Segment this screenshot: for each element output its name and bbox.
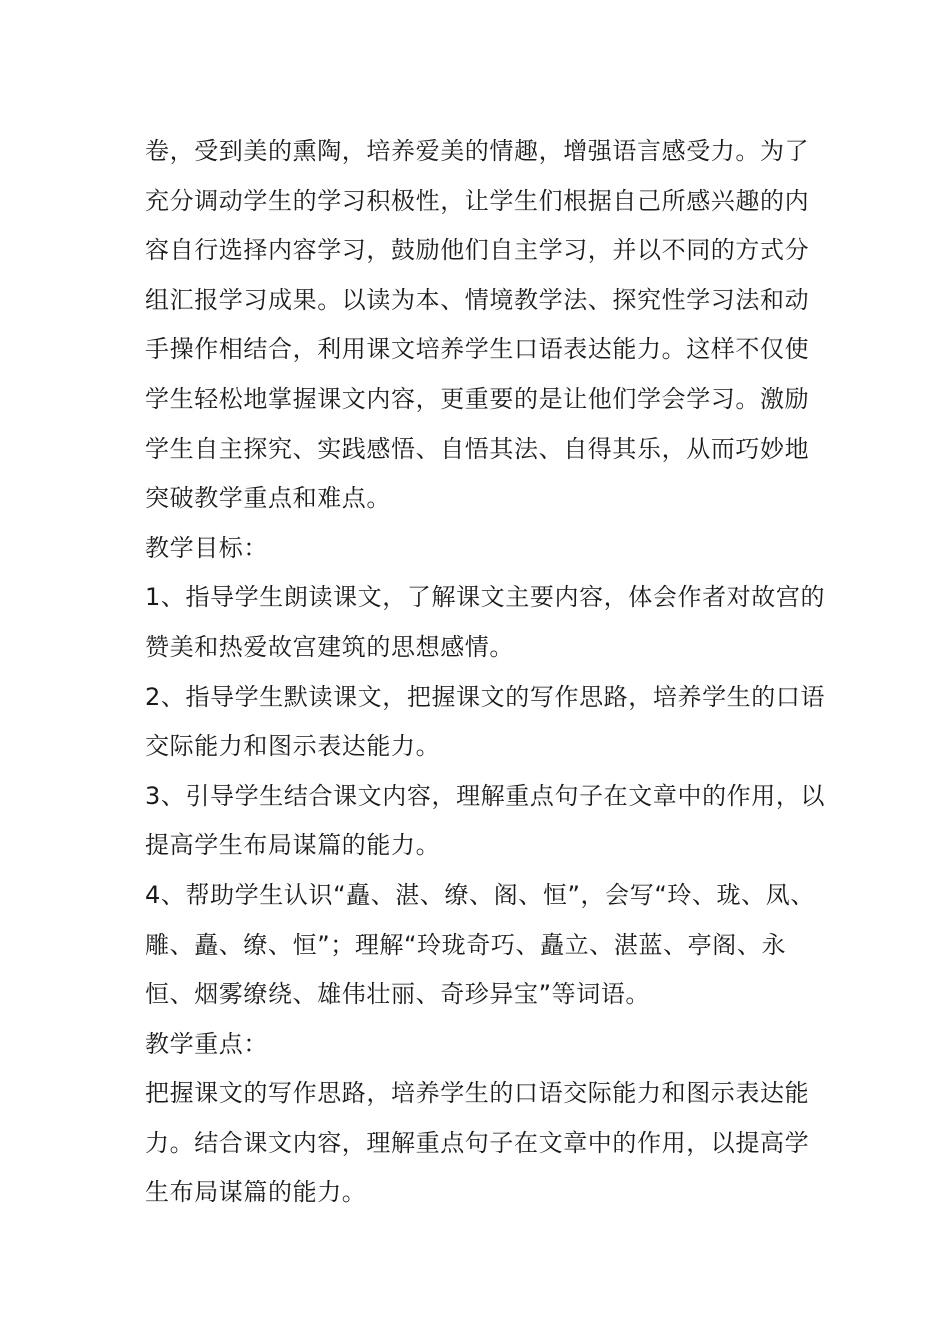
paragraph-line: 手操作相结合，利用课文培养学生口语表达能力。这样不仅使 <box>145 335 810 364</box>
document-body <box>145 127 825 1218</box>
objective-line: 2、指导学生默读课文，把握课文的写作思路，培养学生的口语 <box>145 682 826 711</box>
objective-line: 赞美和热爱故宫建筑的思想感情。 <box>145 632 514 661</box>
paragraph-line: 力。结合课文内容，理解重点句子在文章中的作用，以提高学 <box>145 1128 810 1157</box>
objective-line: 提高学生布局谋篇的能力。 <box>145 831 441 860</box>
paragraph-line: 学生轻松地掌握课文内容，更重要的是让他们学会学习。激励 <box>145 384 810 413</box>
objective-line: 雕、矗、缭、恒”；理解“玲珑奇巧、矗立、湛蓝、亭阁、永 <box>145 930 787 959</box>
section-heading: 教学重点： <box>145 1029 268 1058</box>
paragraph-line: 容自行选择内容学习，鼓励他们自主学习，并以不同的方式分 <box>145 236 810 265</box>
paragraph-line: 卷，受到美的熏陶，培养爱美的情趣，增强语言感受力。为了 <box>145 137 810 165</box>
objective-line: 4、帮助学生认识“矗、湛、缭、阁、恒”，会写“玲、珑、凤、 <box>145 880 815 909</box>
section-heading: 教学目标： <box>145 533 268 562</box>
objective-line: 交际能力和图示表达能力。 <box>145 732 441 761</box>
paragraph-line: 把握课文的写作思路，培养学生的口语交际能力和图示表达能 <box>145 1079 810 1108</box>
objective-line: 1、指导学生朗读课文，了解课文主要内容，体会作者对故宫的 <box>145 583 826 612</box>
objective-line: 恒、烟雾缭绕、雄伟壮丽、奇珍异宝”等词语。 <box>145 980 651 1009</box>
objective-line: 3、引导学生结合课文内容，理解重点句子在文章中的作用，以 <box>145 781 826 810</box>
paragraph-line: 突破教学重点和难点。 <box>145 484 391 513</box>
paragraph-line: 充分调动学生的学习积极性，让学生们根据自己所感兴趣的内 <box>145 186 810 215</box>
paragraph-line: 组汇报学习成果。以读为本、情境教学法、探究性学习法和动 <box>145 285 810 314</box>
paragraph-line: 生布局谋篇的能力。 <box>145 1178 367 1207</box>
paragraph-line: 学生自主探究、实践感悟、自悟其法、自得其乐，从而巧妙地 <box>145 434 810 463</box>
